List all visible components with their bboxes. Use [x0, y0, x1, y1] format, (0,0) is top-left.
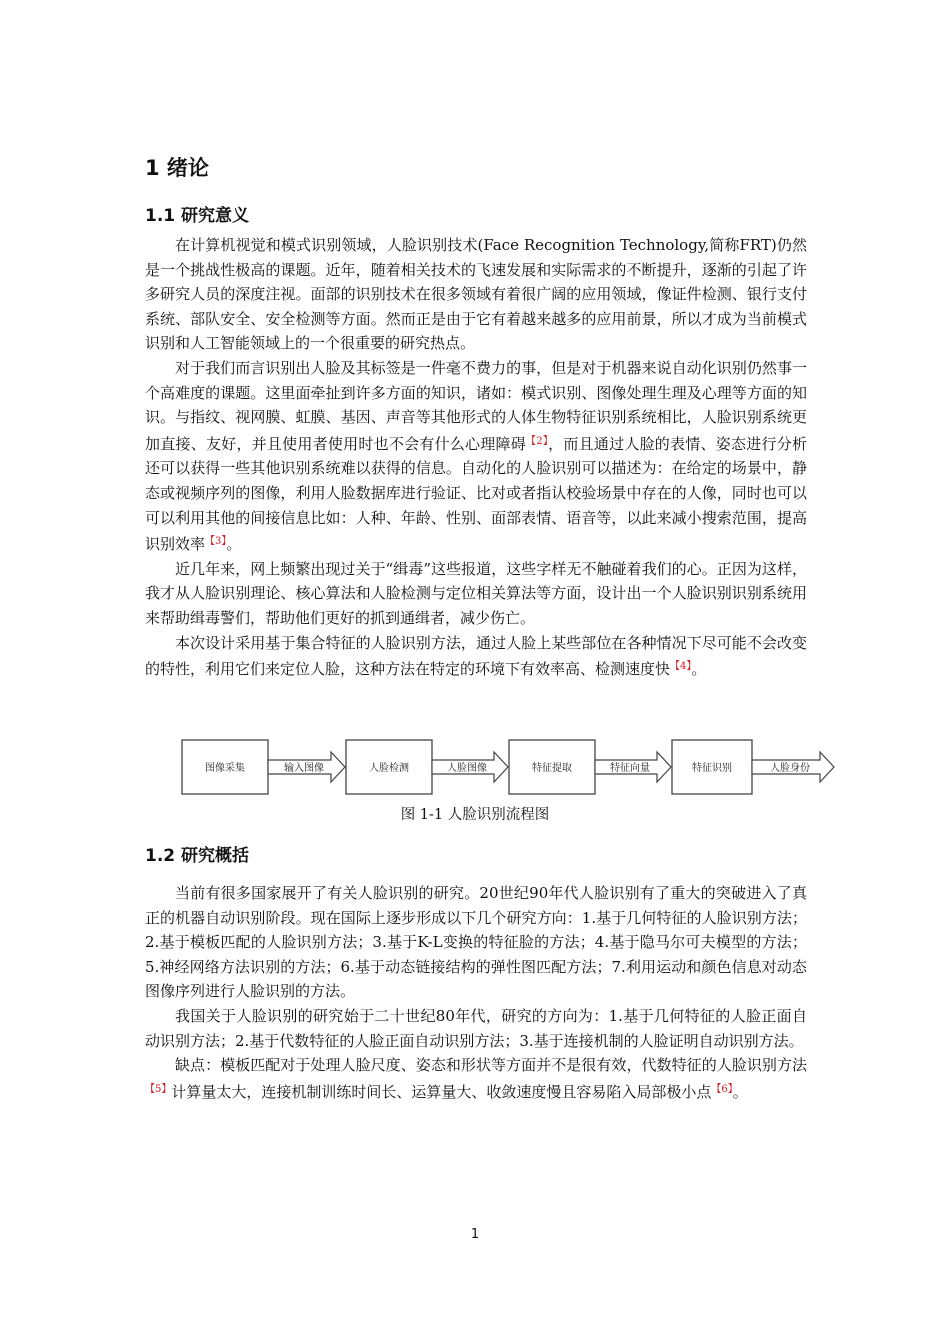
flow-box-label: 人脸检测: [369, 763, 409, 774]
flow-arrow-label: 人脸图像: [447, 763, 487, 774]
section-1-1-body: [145, 233, 807, 682]
paragraph: 缺点：模板匹配对于处理人脸尺度、姿态和形状等方面并不是很有效，代数特征的人脸识别方法$^{【5】}$计算量太大，连接机制训练时间长、运算量大、收敛速度慢且容易陷入局部极小点$^{【6】}$。: [145, 1056, 807, 1101]
citation-ref[interactable]: 【2】: [526, 435, 549, 447]
flow-arrow-label: 输入图像: [284, 763, 324, 774]
section-heading-1-1: 1.1 研究意义: [145, 206, 250, 226]
section-1-2-body: [145, 881, 807, 1104]
citation-ref[interactable]: 【6】: [711, 1083, 733, 1095]
paragraph: 我国关于人脸识别的研究始于二十世纪80年代，研究的方向为：1.基于几何特征的人脸正面自动识别方法；2.基于代数特征的人脸正面自动识别方法；3.基于连接机制的人脸证明自动识别方法。: [145, 1006, 807, 1050]
section-heading-1-2: 1.2 研究概括: [145, 846, 250, 866]
page-number: 1: [470, 1227, 480, 1242]
chapter-heading: 1 绪论: [145, 156, 209, 180]
flow-box-label: 特征识别: [692, 763, 732, 774]
paragraph: 本次设计采用基于集合特征的人脸识别方法，通过人脸上某些部位在各种情况下尽可能不会改变的特性，利用它们来定位人脸，这种方法在特定的环境下有效率高、检测速度快$^{【4】}$。: [145, 633, 807, 679]
flow-arrow-label: 人脸身份: [770, 763, 810, 774]
flow-arrow-label: 特征向量: [610, 763, 650, 774]
paragraph: 在计算机视觉和模式识别领域，人脸识别技术(Face Recognition Technology,简称FRT)仍然是一个挑战性极高的课题。近年，随着相关技术的飞速发展和实际需求的不断提升，逐渐的引起了许多研究人员的深度注视。面部的识别技术在很多领域有着很广阔的应用领域，像证件检测、银行支付系统、部队安全、安全检测等方面。然而正是由于它有着越来越多的应用前景，所以才成为当前模式识别和人工智能领域上的一个很重要的研究热点。: [145, 236, 807, 353]
citation-ref[interactable]: 【3】: [205, 536, 227, 548]
paragraph: 对于我们而言识别出人脸及其标签是一件毫不费力的事，但是对于机器来说自动化识别仍然事一个高难度的课题。这里面牵扯到许多方面的知识，诸如：模式识别、图像处理生理及心理等方面的知识。与指纹、视网膜、虹膜、基因、声音等其他形式的人体生物特征识别系统相比，人脸识别系统更加直接、友好，并且使用者使用时也不会有什么心理障碍$^{【2】}$，而且通过人脸的表情、姿态进行分析还可以获得一些其他识别系统难以获得的信息。自动化的人脸识别可以描述为：在给定的场景中，静态或视频序列的图像，利用人脸数据库进行验证、比对或者指认校验场景中存在的人像，同时也可以可以利用其他的间接信息比如：人种、年龄、性别、面部表情、语音等，以此来减小搜索范围，提高识别效率$^{【3】}$。: [145, 358, 807, 554]
paragraph: 当前有很多国家展开了有关人脸识别的研究。20世纪90年代人脸识别有了重大的突破进入了真正的机器自动识别阶段。现在国际上逐步形成以下几个研究方向：1.基于几何特征的人脸识别方法；2.基于模板匹配的人脸识别方法；3.基于K-L变换的特征脸的方法；4.基于隐马尔可夫模型的方法；5.神经网络方法识别的方法；6.基于动态链接结构的弹性图匹配方法；7.利用运动和颜色信息对动态图像序列进行人脸识别的方法。: [145, 884, 807, 1001]
flowchart-figure: [180, 734, 840, 798]
citation-ref[interactable]: 【4】: [670, 661, 692, 673]
flow-box-label: 特征提取: [532, 763, 572, 774]
figure-caption: 图 1-1 人脸识别流程图: [400, 807, 550, 823]
citation-ref[interactable]: 【5】: [145, 1083, 172, 1095]
paragraph: 近几年来，网上频繁出现过关于“缉毒”这些报道，这些字样无不触碰着我们的心。正因为这样，我才从人脸识别理论、核心算法和人脸检测与定位相关算法等方面，设计出一个人脸识别识别系统用来帮助缉毒警们，帮助他们更好的抓到通缉者，减少伤亡。: [145, 559, 807, 627]
flow-box-label: 图像采集: [205, 763, 245, 774]
